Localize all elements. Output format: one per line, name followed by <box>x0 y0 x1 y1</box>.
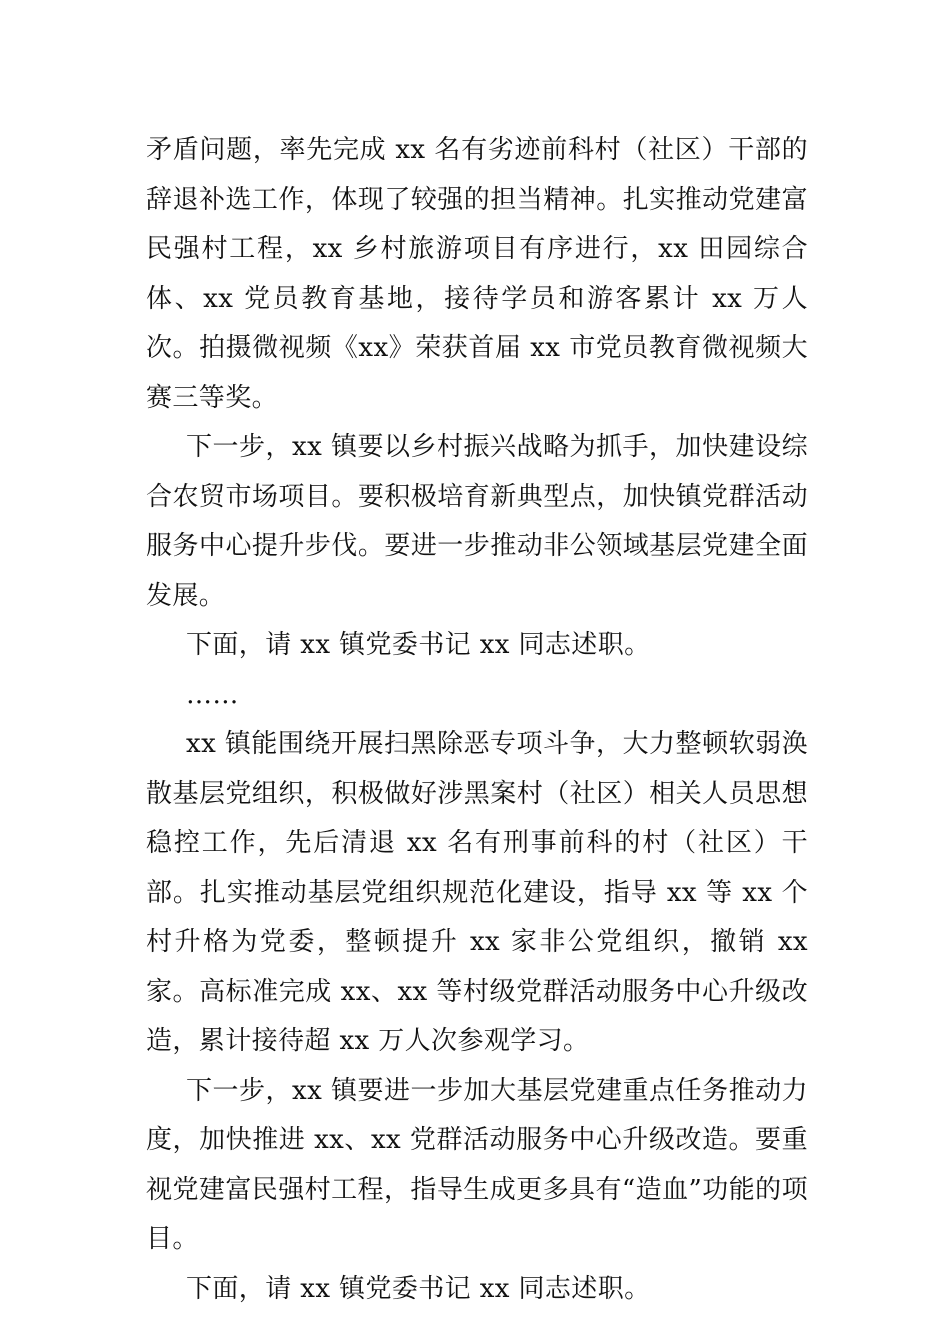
paragraph-6: 下一步，xx 镇要进一步加大基层党建重点任务推动力度，加快推进 xx、xx 党群活动服务中心升级改造。要重视党建富民强村工程，指导生成更多具有“造血”功能的项目。 <box>146 1075 808 1254</box>
document-body <box>146 126 808 1314</box>
paragraph-2: 下一步，xx 镇要以乡村振兴战略为抓手，加快建设综合农贸市场项目。要积极培育新典型点，加快镇党群活动服务中心提升步伐。要进一步推动非公领域基层党建全面发展。 <box>146 432 808 611</box>
paragraph-4: …… <box>186 679 239 710</box>
paragraph-5: xx 镇能围绕开展扫黑除恶专项斗争，大力整顿软弱涣散基层党组织，积极做好涉黑案村（社区）相关人员思想稳控工作，先后清退 xx 名有刑事前科的村（社区）干部。扎实推动基层党组织规范化建设，指导 xx 等 xx 个村升格为党委，整顿提升 xx 家非公党组织，撤销 xx 家。高标准完成 xx、xx 等村级党群活动服务中心升级改造，累计接待超 xx 万人次参观学习。 <box>146 729 808 1056</box>
paragraph-3: 下面，请 xx 镇党委书记 xx 同志述职。 <box>186 630 651 660</box>
paragraph-1: 矛盾问题，率先完成 xx 名有劣迹前科村（社区）干部的辞退补选工作，体现了较强的担当精神。扎实推动党建富民强村工程，xx 乡村旅游项目有序进行，xx 田园综合体、xx 党员教育基地，接待学员和游客累计 xx 万人次。拍摄微视频《xx》荣获首届 xx 市党员教育微视频大赛三等奖。 <box>146 135 808 413</box>
paragraph-7: 下面，请 xx 镇党委书记 xx 同志述职。 <box>186 1273 651 1304</box>
